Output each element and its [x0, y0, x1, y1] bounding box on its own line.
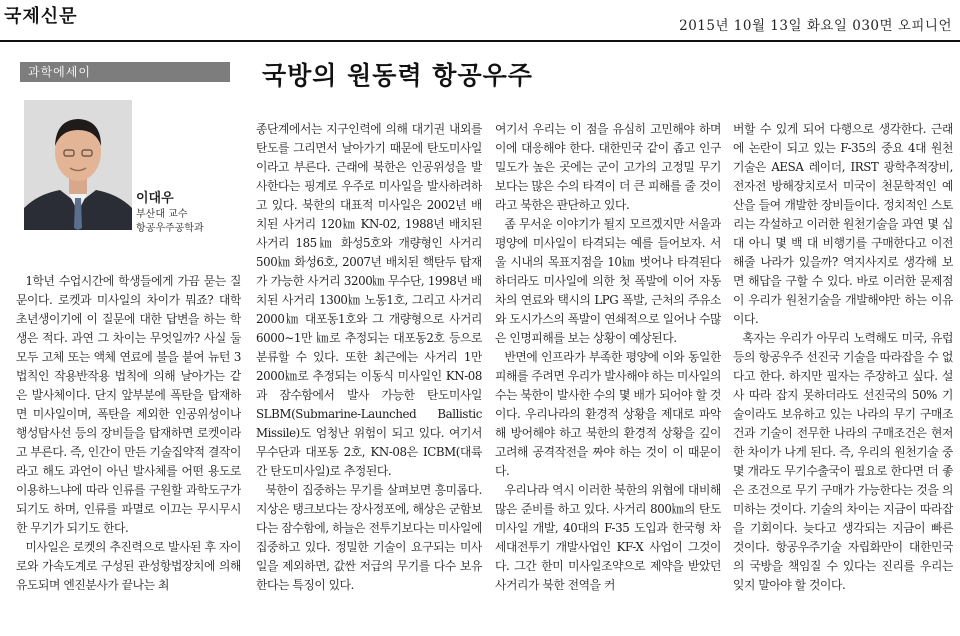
body-column-3 [495, 120, 721, 634]
column-badge: 과학에세이 [20, 62, 230, 82]
author-affiliation: 부산대 교수 [136, 209, 188, 220]
paragraph: 반면에 인프라가 부족한 평양에 이와 동일한 피해를 주려면 우리가 발사해야 하는 미사일의 수는 북한이 발사한 수의 몇 배가 되어야 할 것이다. 우리나라의 환경적 상황을 제대로 파악해 방어해야 하고 북한의 환경적 상황을 깊이 고려해 공격작전을 짜야 하는 것이 이 때문이다. [495, 350, 721, 478]
paragraph: 우리나라 역시 이러한 북한의 위협에 대비해 많은 준비를 하고 있다. 사거리 800㎞의 탄도미사일 개발, 40대의 F-35 도입과 한국형 차세대전투기 개발사업인 KF-X 사업이 그것이다. 그간 한미 미사일조약으로 제약을 받았던 사거리가 북한 전역을 커 [495, 483, 721, 592]
paragraph: 북한이 집중하는 무기를 살펴보면 흥미롭다. 지상은 탱크보다는 장사정포에, 해상은 군함보다는 잠수함에, 하늘은 전투기보다는 미사일에 집중하고 있다. 정밀한 기술이 요구되는 미사일을 제외하면, 값싼 저급의 무기를 다수 보유한다는 특징이 있다. [256, 483, 482, 592]
paragraph: 좀 무서운 이야기가 될지 모르겠지만 서울과 평양에 미사일이 타격되는 예를 들어보자. 서울 시내의 목표지점을 10㎞ 벗어나 타격된다 하더라도 미사일에 의한 첫 폭발에 이어 자동차의 연료와 택시의 LPG 폭발, 근처의 주유소와 도시가스의 폭발이 연쇄적으로 일어나 수많은 인명피해를 보는 상황이 예상된다. [495, 217, 721, 345]
author-portrait-icon [24, 100, 132, 230]
paragraph: 1학년 수업시간에 학생들에게 가끔 묻는 질문이다. 로켓과 미사일의 차이가 뭐죠? 대학 초년생이기에 이 질문에 대한 답변을 하는 학생은 적다. 과연 그 차이는 무엇일까? 사실 둘 모두 고체 또는 액체 연료에 불을 붙여 뉴턴 3법칙인 작용반작용 법칙에 의해 날아가는 같은 발사체이다. 단지 앞부분에 폭탄을 탑재하면 미사일이며, 폭탄을 제외한 인공위성이나 행성탐사선 등의 장비들을 탑재하면 로켓이라고 부른다. 즉, 인간이 만든 기술집약적 결작이라고 해도 과언이 아닌 발사체를 어떤 용도로 이용하느냐에 따라 인류를 구원할 과학도구가 되기도 하며, 인류를 파멸로 이끄는 무시무시한 무기가 되기도 한다. [16, 274, 241, 535]
paragraph: 미사일은 로켓의 추진력으로 발사된 후 자이로와 가속도계로 구성된 관성항법장치에 의해 유도되며 엔진분사가 끝나는 최 [16, 540, 241, 592]
body-column-1 [16, 272, 241, 634]
author-name: 이대우 [136, 191, 174, 206]
body-column-2 [256, 120, 482, 634]
paragraph: 버할 수 있게 되어 다행으로 생각한다. 근래에 논란이 되고 있는 F-35의 중요 4대 원천기술은 AESA 레이더, IRST 광학추적장비, 전자전 방해장치로서 미국이 천문학적인 예산을 들여 개발한 장비들이다. 정치적인 스토리는 각설하고 이러한 원천기술을 과연 몇 십 대 아니 몇 백 대 비행기를 구매한다고 이전해줄 나라가 있을까? 역지사지로 생각해 보면 해답을 구할 수 있다. 바로 이러한 문제점이 우리가 원천기술을 개발해야만 하는 이유이다. [733, 122, 953, 326]
dateline: 2015년 10월 13일 화요일 030면 오피니언 [679, 18, 952, 34]
author-photo [24, 100, 132, 230]
body-column-4 [733, 120, 953, 634]
paragraph: 여기서 우리는 이 점을 유심히 고민해야 하며 이에 대응해야 한다. 대한민국 같이 좁고 인구밀도가 높은 곳에는 군이 고가의 고정밀 무기보다는 많은 수의 타격이 더 큰 피해를 줄 것이라고 북한은 판단하고 있다. [495, 122, 721, 212]
paragraph: 종단계에서는 지구인력에 의해 대기권 내외를 탄도를 그리면서 날아가기 때문에 탄도미사일이라고 부른다. 근래에 북한은 인공위성을 발사한다는 핑계로 우주로 미사일을 발사하려하고 있다. 북한의 대표적 미사일은 2002년 배치된 사거리 120㎞ KN-02, 1988년 배치된 사거리 185㎞ 화성5호와 개량형인 사거리 500㎞ 화성6호, 2007년 배치된 핵탄두 탑재가 가능한 사거리 3200㎞ 무수단, 1998년 배치된 사거리 1300㎞ 노동1호, 그리고 사거리 2000㎞ 대포동1호와 그 개량형으로 사거리 6000∼1만 ㎞로 추정되는 대포동2호 등으로 분류할 수 있다. 또한 최근에는 사거리 1만 2000㎞로 추정되는 이동식 미사일인 KN-08과 잠수함에서 발사 가능한 탄도미사일 SLBM(Submarine-Launched Ballistic Missile)도 엄청난 위험이 되고 있다. 여기서 무수단과 대포동 2호, KN-08은 ICBM(대륙간 탄도미사일)로 추정된다. [256, 122, 482, 478]
newspaper-name: 국제신문 [4, 6, 78, 27]
author-info [136, 187, 204, 236]
paragraph: 혹자는 우리가 아무리 노력해도 미국, 유럽 등의 항공우주 선진국 기술을 따라잡을 수 없다고 한다. 하지만 필자는 주장하고 싶다. 설사 따라 잡지 못하더라도 선진국의 50% 기술이라도 보유하고 있는 나라의 무기 구매조건과 기술이 전무한 나라의 구매조건은 현저한 차이가 나게 된다. 즉, 우리의 원천기술 중 몇 개라도 무기수출국이 필요로 한다면 더 좋은 조건으로 무기 구매가 가능한다는 것을 의미하는 것이다. 기술의 차이는 지금이 따라잡을 기회이다. 늦다고 생각되는 지금이 빠른 것이다. 항공우주기술 자립화만이 대한민국의 국방을 책임질 수 있다는 진리를 우리는 잊지 말아야 할 것이다. [733, 331, 953, 592]
author-department: 항공우주공학과 [136, 223, 204, 234]
header-rule [0, 40, 960, 42]
headline: 국방의 원동력 항공우주 [262, 61, 533, 90]
